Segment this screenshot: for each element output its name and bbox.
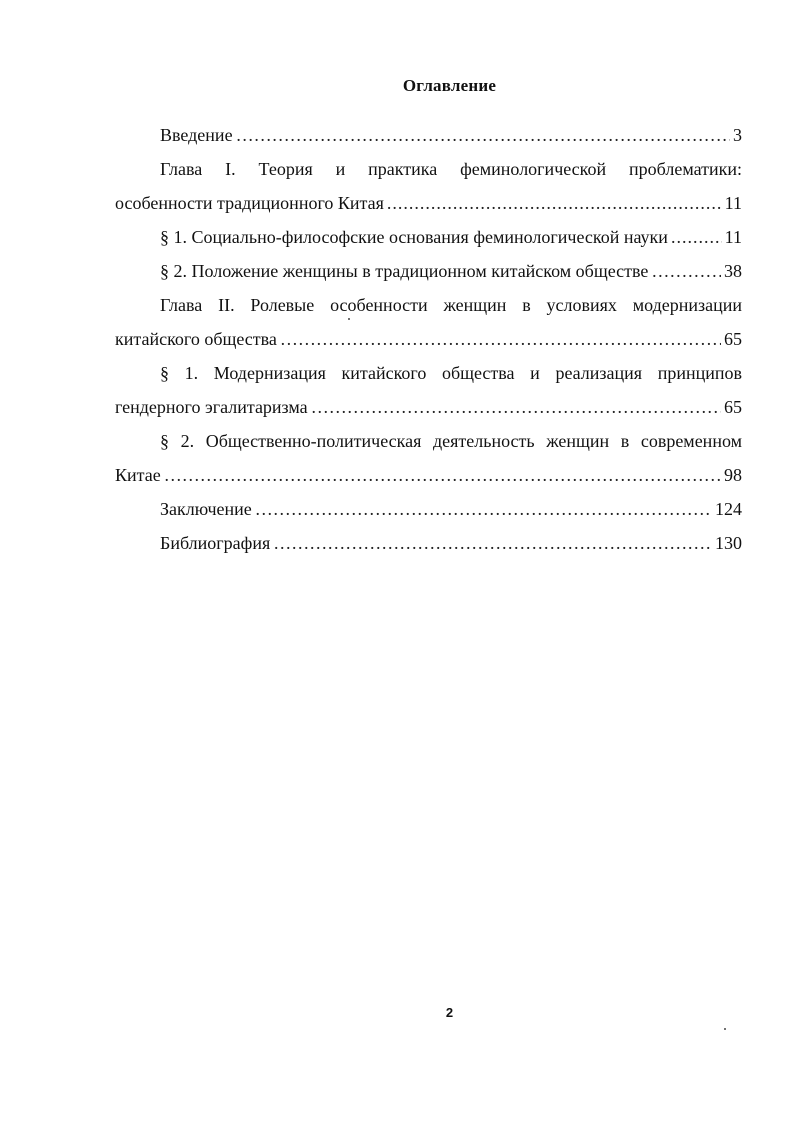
toc-entry-label-line1: § 2. Общественно-политическая деятельность женщин в современном: [160, 431, 742, 451]
toc-entry-label: Заключение: [160, 499, 252, 519]
toc-entry-chapter-1-section-1[interactable]: [115, 220, 742, 254]
toc-page-number: 65: [724, 329, 742, 349]
dot-leader: [164, 458, 721, 492]
toc-page-number: 3: [733, 125, 742, 145]
toc-entry-label-line1: Глава I. Теория и практика феминологической проблематики:: [160, 159, 742, 179]
toc-page-number: 124: [715, 499, 742, 519]
dot-leader: [273, 526, 712, 560]
toc-title: Оглавление: [402, 76, 497, 95]
toc-entry-bibliography[interactable]: [115, 526, 742, 560]
scan-speck: [348, 318, 350, 320]
dot-leader: [311, 390, 721, 424]
toc-entry-conclusion[interactable]: [115, 492, 742, 526]
toc-page-number: 11: [724, 227, 742, 247]
toc-entry-label-line2: китайского общества: [115, 329, 277, 349]
toc-page-number: 130: [715, 533, 742, 553]
toc-entry-label-line2: Китае: [115, 465, 161, 485]
dot-leader: [280, 322, 721, 356]
toc-entry-label: § 1. Социально-философские основания феминологической науки: [160, 227, 668, 247]
dot-leader: [651, 254, 721, 288]
toc-entry-chapter-1[interactable]: [115, 152, 742, 220]
toc-entry-chapter-1-section-2[interactable]: [115, 254, 742, 288]
toc-entry-label-line1: Глава II. Ролевые особенности женщин в условиях модернизации: [160, 295, 742, 315]
dot-leader: [236, 118, 730, 152]
table-of-contents: [115, 118, 742, 560]
toc-entry-chapter-2-section-2[interactable]: [115, 424, 742, 492]
dot-leader: [255, 492, 712, 526]
toc-entry-label-line1: § 1. Модернизация китайского общества и реализация принципов: [160, 363, 742, 383]
toc-entry-label-line2: гендерного эгалитаризма: [115, 397, 308, 417]
toc-page-number: 65: [724, 397, 742, 417]
toc-entry-label: Введение: [160, 125, 233, 145]
toc-entry-chapter-2[interactable]: [115, 288, 742, 356]
toc-entry-introduction[interactable]: [115, 118, 742, 152]
scan-speck: [724, 1028, 726, 1030]
toc-entry-label-line2: особенности традиционного Китая: [115, 193, 384, 213]
toc-page-number: 11: [724, 193, 742, 213]
dot-leader: [387, 186, 722, 220]
toc-entry-label: § 2. Положение женщины в традиционном китайском обществе: [160, 261, 649, 281]
toc-entry-label: Библиография: [160, 533, 271, 553]
toc-page-number: 98: [724, 465, 742, 485]
toc-page-number: 38: [724, 261, 742, 281]
page-number: 2: [445, 1005, 454, 1020]
dot-leader: [671, 220, 722, 254]
toc-entry-chapter-2-section-1[interactable]: [115, 356, 742, 424]
